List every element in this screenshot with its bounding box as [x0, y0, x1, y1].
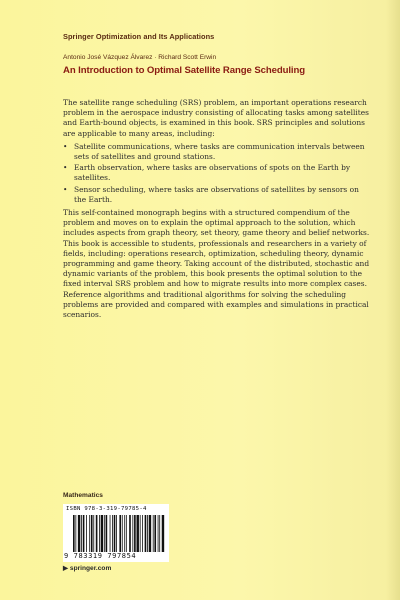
barcode-bar — [96, 515, 98, 552]
author-names: Antonio José Vázquez Álvarez · Richard Scott Erwin — [63, 54, 217, 61]
list-item — [63, 142, 371, 162]
barcode-bar — [126, 515, 127, 552]
barcode-bar — [110, 515, 111, 552]
cover-blurb — [63, 98, 371, 320]
barcode-bar — [122, 515, 123, 552]
barcode-bar — [149, 515, 151, 552]
barcode-bar — [134, 515, 136, 552]
barcode-digits: 9 783319 797854 — [64, 552, 137, 560]
barcode-bar — [78, 515, 80, 552]
list-item-text: Earth observation, where tasks are observations of spots on the Earth by satellites. — [74, 163, 351, 183]
bullet-icon: • — [63, 141, 68, 151]
barcode-bar — [75, 515, 76, 552]
barcode-bar — [112, 515, 113, 552]
barcode-bar — [137, 515, 139, 552]
barcode-bar — [73, 515, 75, 552]
list-item — [63, 163, 371, 183]
barcode-bar — [93, 515, 94, 552]
bullet-icon: • — [63, 163, 68, 173]
application-list — [63, 142, 371, 205]
barcode-bar — [158, 515, 159, 552]
bullet-icon: • — [63, 184, 68, 194]
isbn-barcode — [63, 504, 169, 562]
barcode-bar — [142, 515, 143, 552]
series-name: Springer Optimization and Its Applications — [63, 32, 215, 41]
barcode-bar — [162, 515, 164, 552]
list-item — [63, 185, 371, 205]
barcode-bar — [145, 515, 147, 552]
barcode-bar — [86, 515, 87, 552]
barcode-bar — [101, 515, 103, 552]
subject-category: Mathematics — [63, 492, 103, 499]
barcode-bars — [73, 515, 165, 552]
barcode-bar — [147, 515, 148, 552]
list-item-text: Sensor scheduling, where tasks are observations of satellites by sensors on the Earth. — [74, 184, 359, 204]
barcode-bar — [140, 515, 141, 552]
barcode-bar — [124, 515, 125, 552]
publisher-website: ▶ springer.com — [63, 565, 112, 572]
barcode-bar — [119, 515, 121, 552]
blurb-body: This self-contained monograph begins with a structured compendium of the problem and moves on to explain the optimal approach to the solution, which includes aspects from graph theory, set theory, game theory and belief networks. This book is accessible to students, professionals and researchers in a variety of fields, including: operations research, optimization, scheduling theory, dynamic programming and game theory. Taking account of the distributed, stochastic and dynamic variants of the problem, this book presents the optimal solution to the fixed interval SRS problem and how to migrate results into more complex cases. Reference algorithms and traditional algorithms for solving the scheduling problems are provided and compared with examples and simulations in practical scenarios. — [63, 208, 370, 320]
spine-shadow — [386, 0, 400, 600]
blurb-intro: The satellite range scheduling (SRS) problem, an important operations research problem in the aerospace industry consisting of allocating tasks among satellites and Earth-bound objects, is examined in this book. SRS principles and solutions are applicable to many areas, including: — [63, 98, 369, 138]
barcode-bar — [89, 515, 90, 552]
barcode-bar — [153, 515, 154, 552]
barcode-bar — [81, 515, 82, 552]
barcode-bar — [116, 515, 117, 552]
barcode-bar — [91, 515, 93, 552]
barcode-bar — [83, 515, 85, 552]
barcode-bar — [159, 515, 160, 552]
barcode-bar — [154, 515, 156, 552]
barcode-bar — [114, 515, 116, 552]
isbn-number: ISBN 978-3-319-79785-4 — [66, 506, 147, 512]
barcode-bar — [99, 515, 100, 552]
barcode-bar — [132, 515, 133, 552]
list-item-text: Satellite communications, where tasks are communication intervals between sets of satellites and ground stations. — [74, 141, 365, 162]
barcode-bar — [129, 515, 131, 552]
barcode-bar — [104, 515, 105, 552]
barcode-bar — [106, 515, 108, 552]
book-title: An Introduction to Optimal Satellite Range Scheduling — [63, 65, 306, 76]
